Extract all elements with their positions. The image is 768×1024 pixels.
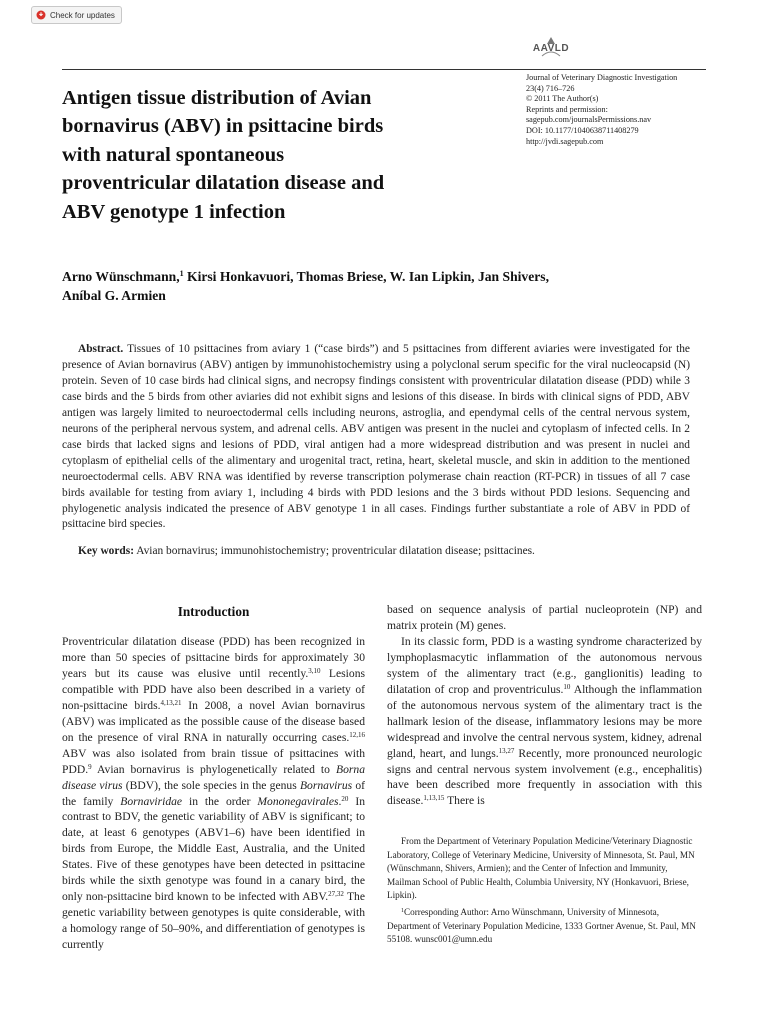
citation[interactable]: 9 — [88, 762, 92, 771]
author-list — [62, 267, 682, 305]
author-first: Arno Wünschmann, — [62, 269, 180, 284]
abstract-label: Abstract. — [78, 343, 124, 355]
title-line: bornavirus (ABV) in psittacine birds — [62, 115, 384, 138]
journal-url[interactable]: http://jvdi.sagepub.com — [526, 136, 604, 146]
citation[interactable]: 4,13,21 — [160, 698, 182, 707]
citation[interactable]: 1,13,15 — [423, 794, 445, 803]
citation[interactable]: 12,16 — [349, 730, 365, 739]
citation[interactable]: 27,32 — [328, 890, 344, 899]
keywords-text: Avian bornavirus; immunohistochemistry; proventricular dilatation disease; psittacines. — [134, 545, 535, 557]
citation[interactable]: 20 — [341, 794, 349, 803]
author-last: Aníbal G. Armien — [62, 288, 166, 303]
journal-name: Journal of Veterinary Diagnostic Investigation — [526, 73, 678, 82]
title-line: with natural spontaneous — [62, 143, 285, 166]
citation[interactable]: 13,27 — [498, 746, 515, 755]
citation[interactable]: 3,10 — [308, 666, 321, 675]
title-line: proventricular dilatation disease and — [62, 172, 385, 195]
corresponding-author-footnote — [387, 906, 702, 947]
keywords — [62, 543, 690, 559]
body-paragraph: In its classic form, PDD is a wasting syndrome characterized by lymphoplasmacytic inflammation of the autonomous nervous system of the alimentary tract (e.g., ganglionitis) leading to dilatation of crop and proventriculus.$^{10}$ Although the inflammation of the autonomous nervous system of the alimentary tract is the hallmark lesion of the disease, inflammatory lesions may be more widespread and involve the central nervous system, kidney, adrenal gland, heart, and lungs.$^{13,27}$ Recently, more pronounced neurologic signs and central nervous system involvement (e.g., encephalitis) have been described more frequently in association with this disease.$^{1,13,15}$ There is — [387, 634, 703, 808]
journal-logo — [524, 36, 578, 60]
keywords-label: Key words: — [78, 545, 134, 557]
author-others: Kirsi Honkavuori, Thomas Briese, W. Ian Lipkin, Jan Shivers, — [183, 269, 549, 284]
citation[interactable]: 10 — [563, 682, 571, 691]
journal-volume: 23(4) 716–726 — [526, 83, 575, 93]
update-badge-icon — [36, 10, 46, 20]
footnote-mark: 1 — [401, 908, 404, 914]
author-affiliation-mark: 1 — [179, 269, 184, 278]
article-title — [62, 84, 502, 226]
check-for-updates-button[interactable] — [31, 6, 122, 24]
body-column-left — [62, 634, 365, 953]
journal-info — [526, 73, 726, 147]
journal-permissions-link[interactable]: sagepub.com/journalsPermissions.nav — [526, 115, 652, 125]
check-for-updates-label: Check for updates — [50, 10, 115, 20]
body-paragraph: based on sequence analysis of partial nucleoprotein (NP) and matrix protein (M) genes. — [387, 603, 702, 632]
header-rule — [62, 69, 706, 70]
abstract-text: Tissues of 10 psittacines from aviary 1 (“case birds”) and 5 psittacines from different aviaries were investigated for the presence of Avian bornavirus (ABV) antigen by immunohistochemistry using a polyclonal serum specific for the viral nucleocapsid (N) protein. Seven of 10 case birds had clinical signs, and necropsy findings consistent with proventricular dilatation disease (PDD) while 3 case birds and the 5 birds from other aviaries did not exhibit signs and lesions of this disease. In birds with clinical signs of PDD, ABV antigen was largely limited to neuroectodermal cells including neurons, astroglia, and ependymal cells of the central nervous system, neurons of the peripheral nervous system, and adrenal cells. ABV antigen was present in the nuclei and cytoplasm of infected cells. In 2 case birds that lacked signs and lesions of PDD, viral antigen had a more widespread distribution and was present in nuclei and cytoplasm of epithelial cells of the alimentary and urogenital tract, retina, heart, skeletal muscle, and skin in addition to the mentioned neuroectodermal cells. ABV RNA was identified by reverse transcription polymerase chain reaction (RT-PCR) in tissues of all 7 case birds available for testing from aviary 1, including 4 birds with PDD lesions and the 3 birds without PDD lesions. Sequencing and phylogenetic analysis indicated the presence of ABV genotype 1 in all cases. Findings further substantiate a role of ABV in PDD of psittacine bird species. — [62, 343, 690, 531]
journal-reprints: Reprints and permission: — [526, 104, 608, 114]
title-line: Antigen tissue distribution of Avian — [62, 87, 372, 109]
corresponding-author-text: Corresponding Author: Arno Wünschmann, University of Minnesota, Department of Veterinary Population Medicine, 1333 Gortner Avenue, St. Paul, MN 55108. wunsc001@umn.edu — [387, 907, 696, 944]
section-heading-introduction: Introduction — [177, 604, 250, 619]
journal-logo-text: AAVLD — [532, 43, 570, 54]
abstract — [62, 342, 690, 533]
title-line: ABV genotype 1 infection — [62, 200, 286, 223]
journal-doi[interactable]: DOI: 10.1177/1040638711408279 — [526, 125, 639, 135]
journal-copyright: © 2011 The Author(s) — [526, 94, 599, 104]
body-column-right — [387, 602, 702, 809]
body-paragraph: Proventricular dilatation disease (PDD) has been recognized in more than 50 species of psittacine birds for approximately 30 years but its cause was elusive until recently.$^{3,10}$ Lesions compatible with PDD have also been described in a variety of non-psittacine birds.$^{4,13,21}$ In 2008, a novel Avian bornavirus (ABV) was implicated as the possible cause of the disease based on the presence of viral RNA in naturally occurring cases.$^{12,16}$ ABV was also isolated from brain tissue of psittacines with PDD.$^9$ Avian bornavirus is phylogenetically related to Borna disease virus (BDV), the sole species in the genus Bornavirus of the family Bornaviridae in the order Mononegavirales.$^{20}$ In contrast to BDV, the genetic variability of ABV is significant; to date, at least 6 genotypes (ABV1–6) have been identified in birds from Europe, the Middle East, Australia, and the United States. Five of these genotypes have been detected in psittacine birds while the sixth genotype was found in a canary bird, the only non-psittacine bird known to be infected with ABV.$^{27,32}$ The genetic variability between genotypes is quite considerable, with a homology range of 50–90%, and differentiation of genotypes is currently — [62, 635, 366, 952]
affiliation-footnote: From the Department of Veterinary Population Medicine/Veterinary Diagnostic Laboratory, College of Veterinary Medicine, University of Minnesota, St. Paul, MN (Wünschmann, Shivers, Armien); and the Center of Infection and Immunity, Mailman School of Public Health, Columbia University, NY (Honkavuori, Briese, Lipkin). — [387, 836, 695, 900]
